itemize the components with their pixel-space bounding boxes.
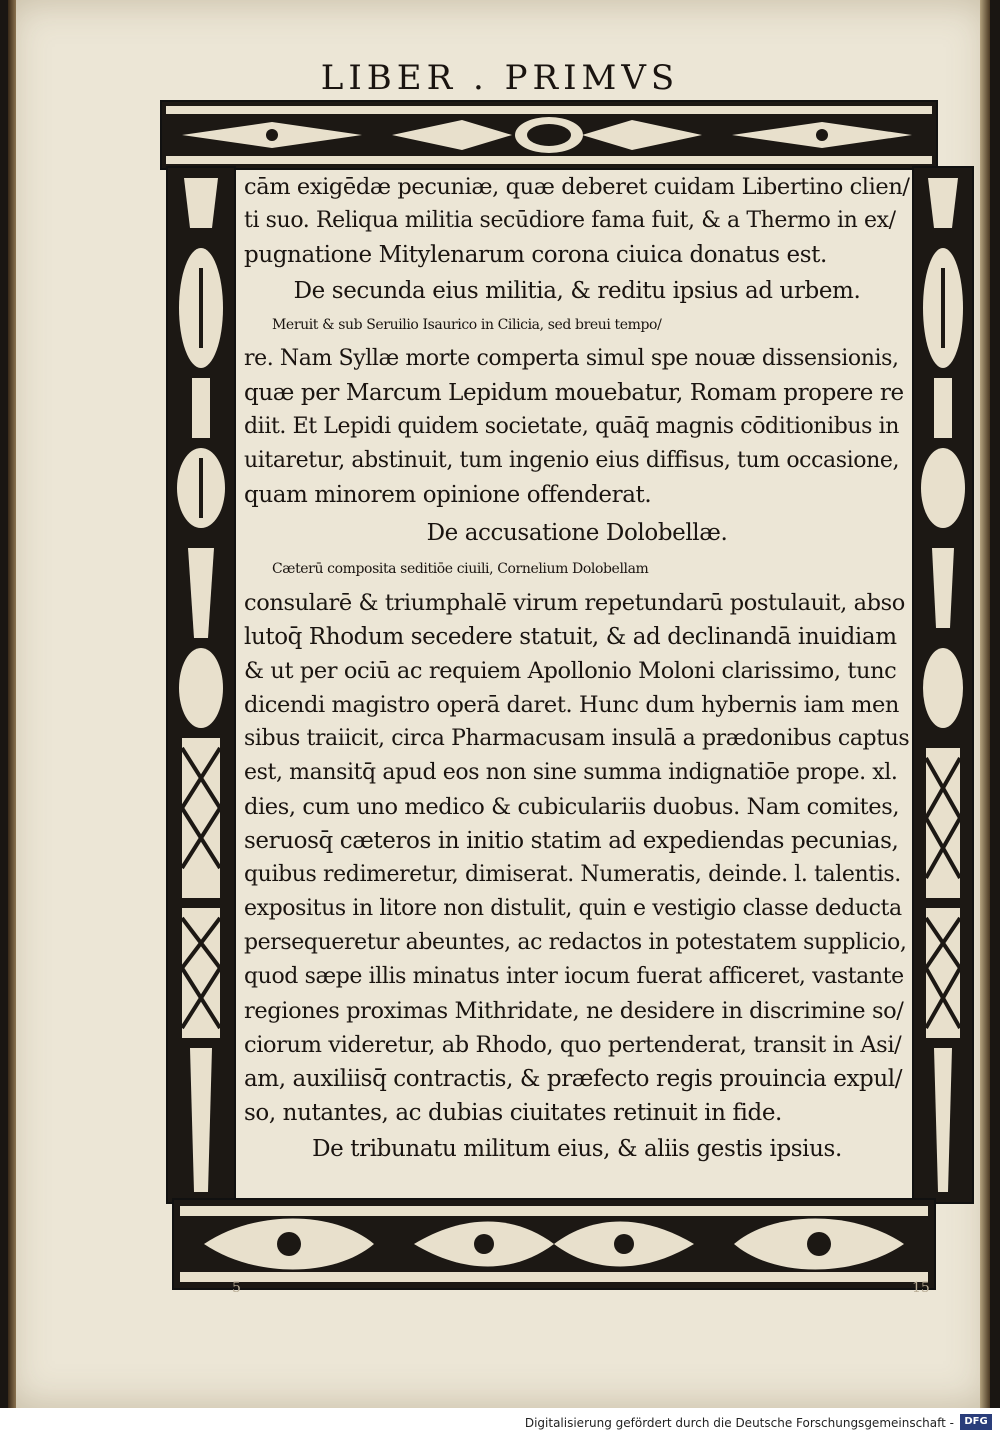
- text-line: uitaretur, abstinuit, tum ingenio eius diffisus, tum occasione,: [244, 448, 900, 473]
- margin-mark-right: 15: [912, 1280, 930, 1296]
- footer-bar: [0, 1408, 1000, 1437]
- text-line: pugnatione Mitylenarum corona ciuica donatus est.: [244, 242, 827, 268]
- text-line: Meruit & sub Seruilio Isaurico in Cilicia, sed breui tempo/: [272, 317, 662, 333]
- text-line: dies, cum uno medico & cubiculariis duobus. Nam comites,: [244, 794, 900, 820]
- text-line: lutoq̄ Rhodum secedere statuit, & ad declinandā inuidiam: [244, 624, 897, 650]
- woodcut-border-left: [166, 166, 236, 1204]
- dfg-logo-icon: DFG: [960, 1414, 992, 1430]
- page-edge-left: [8, 0, 16, 1408]
- text-line: quæ per Marcum Lepidum mouebatur, Romam propere re: [244, 380, 904, 406]
- text-line: ciorum videretur, ab Rhodo, quo pertenderat, transit in Asi/: [244, 1032, 902, 1058]
- text-line: quod sæpe illis minatus inter iocum fuerat afficeret, vastante: [244, 964, 904, 989]
- text-line: Cæterū composita seditiōe ciuili, Cornelium Dolobellam: [272, 561, 649, 577]
- section-heading: De accusatione Dolobellæ.: [426, 520, 728, 546]
- text-line: expositus in litore non distulit, quin e vestigio classe deducta: [244, 896, 902, 921]
- section-heading: De tribunatu militum eius, & aliis gestis ipsius.: [312, 1136, 842, 1162]
- text-line: sibus traiicit, circa Pharmacusam insulā a prædonibus captus: [244, 726, 910, 751]
- text-line: quam minorem opinione offenderat.: [244, 482, 652, 508]
- text-line: re. Nam Syllæ morte comperta simul spe nouæ dissensionis,: [244, 346, 899, 371]
- text-line: & ut per ociū ac requiem Apollonio Moloni clarissimo, tunc: [244, 658, 897, 684]
- text-line: quibus redimeretur, dimiserat. Numeratis, deinde. l. talentis.: [244, 862, 901, 887]
- woodcut-border-top: [160, 100, 938, 170]
- woodcut-border-bottom: [172, 1198, 936, 1290]
- text-block: [244, 172, 910, 1192]
- text-line: persequeretur abeuntes, ac redactos in potestatem supplicio,: [244, 930, 907, 955]
- text-line: am, auxiliisq̄ contractis, & præfecto regis prouincia expul/: [244, 1066, 903, 1092]
- footer-credit: Digitalisierung gefördert durch die Deutsche Forschungsgemeinschaft -: [524, 1416, 954, 1430]
- text-line: regiones proximas Mithridate, ne desidere in discrimine so/: [244, 998, 904, 1024]
- text-line: dicendi magistro operā daret. Hunc dum hybernis iam men: [244, 692, 900, 718]
- page-edge-right: [980, 0, 990, 1408]
- text-line: cām exigēdæ pecuniæ, quæ deberet cuidam Libertino clien/: [244, 174, 910, 200]
- text-line: diit. Et Lepidi quidem societate, quāq̄ magnis cōditionibus in: [244, 414, 900, 439]
- text-line: est, mansitq̄ apud eos non sine summa indignatiōe prope. xl.: [244, 760, 898, 785]
- running-head: LIBER . PRIMVS: [320, 58, 680, 98]
- text-line: seruosq̄ cæteros in initio statim ad expediendas pecunias,: [244, 828, 899, 854]
- text-line: so, nutantes, ac dubias ciuitates retinuit in fide.: [244, 1100, 782, 1126]
- text-line: ti suo. Reliqua militia secūdiore fama fuit, & a Thermo in ex/: [244, 208, 896, 233]
- section-heading: De secunda eius militia, & reditu ipsius ad urbem.: [293, 278, 861, 304]
- text-line: consularē & triumphalē virum repetundarū postulauit, abso: [244, 590, 905, 616]
- margin-mark-left: 5: [232, 1280, 241, 1296]
